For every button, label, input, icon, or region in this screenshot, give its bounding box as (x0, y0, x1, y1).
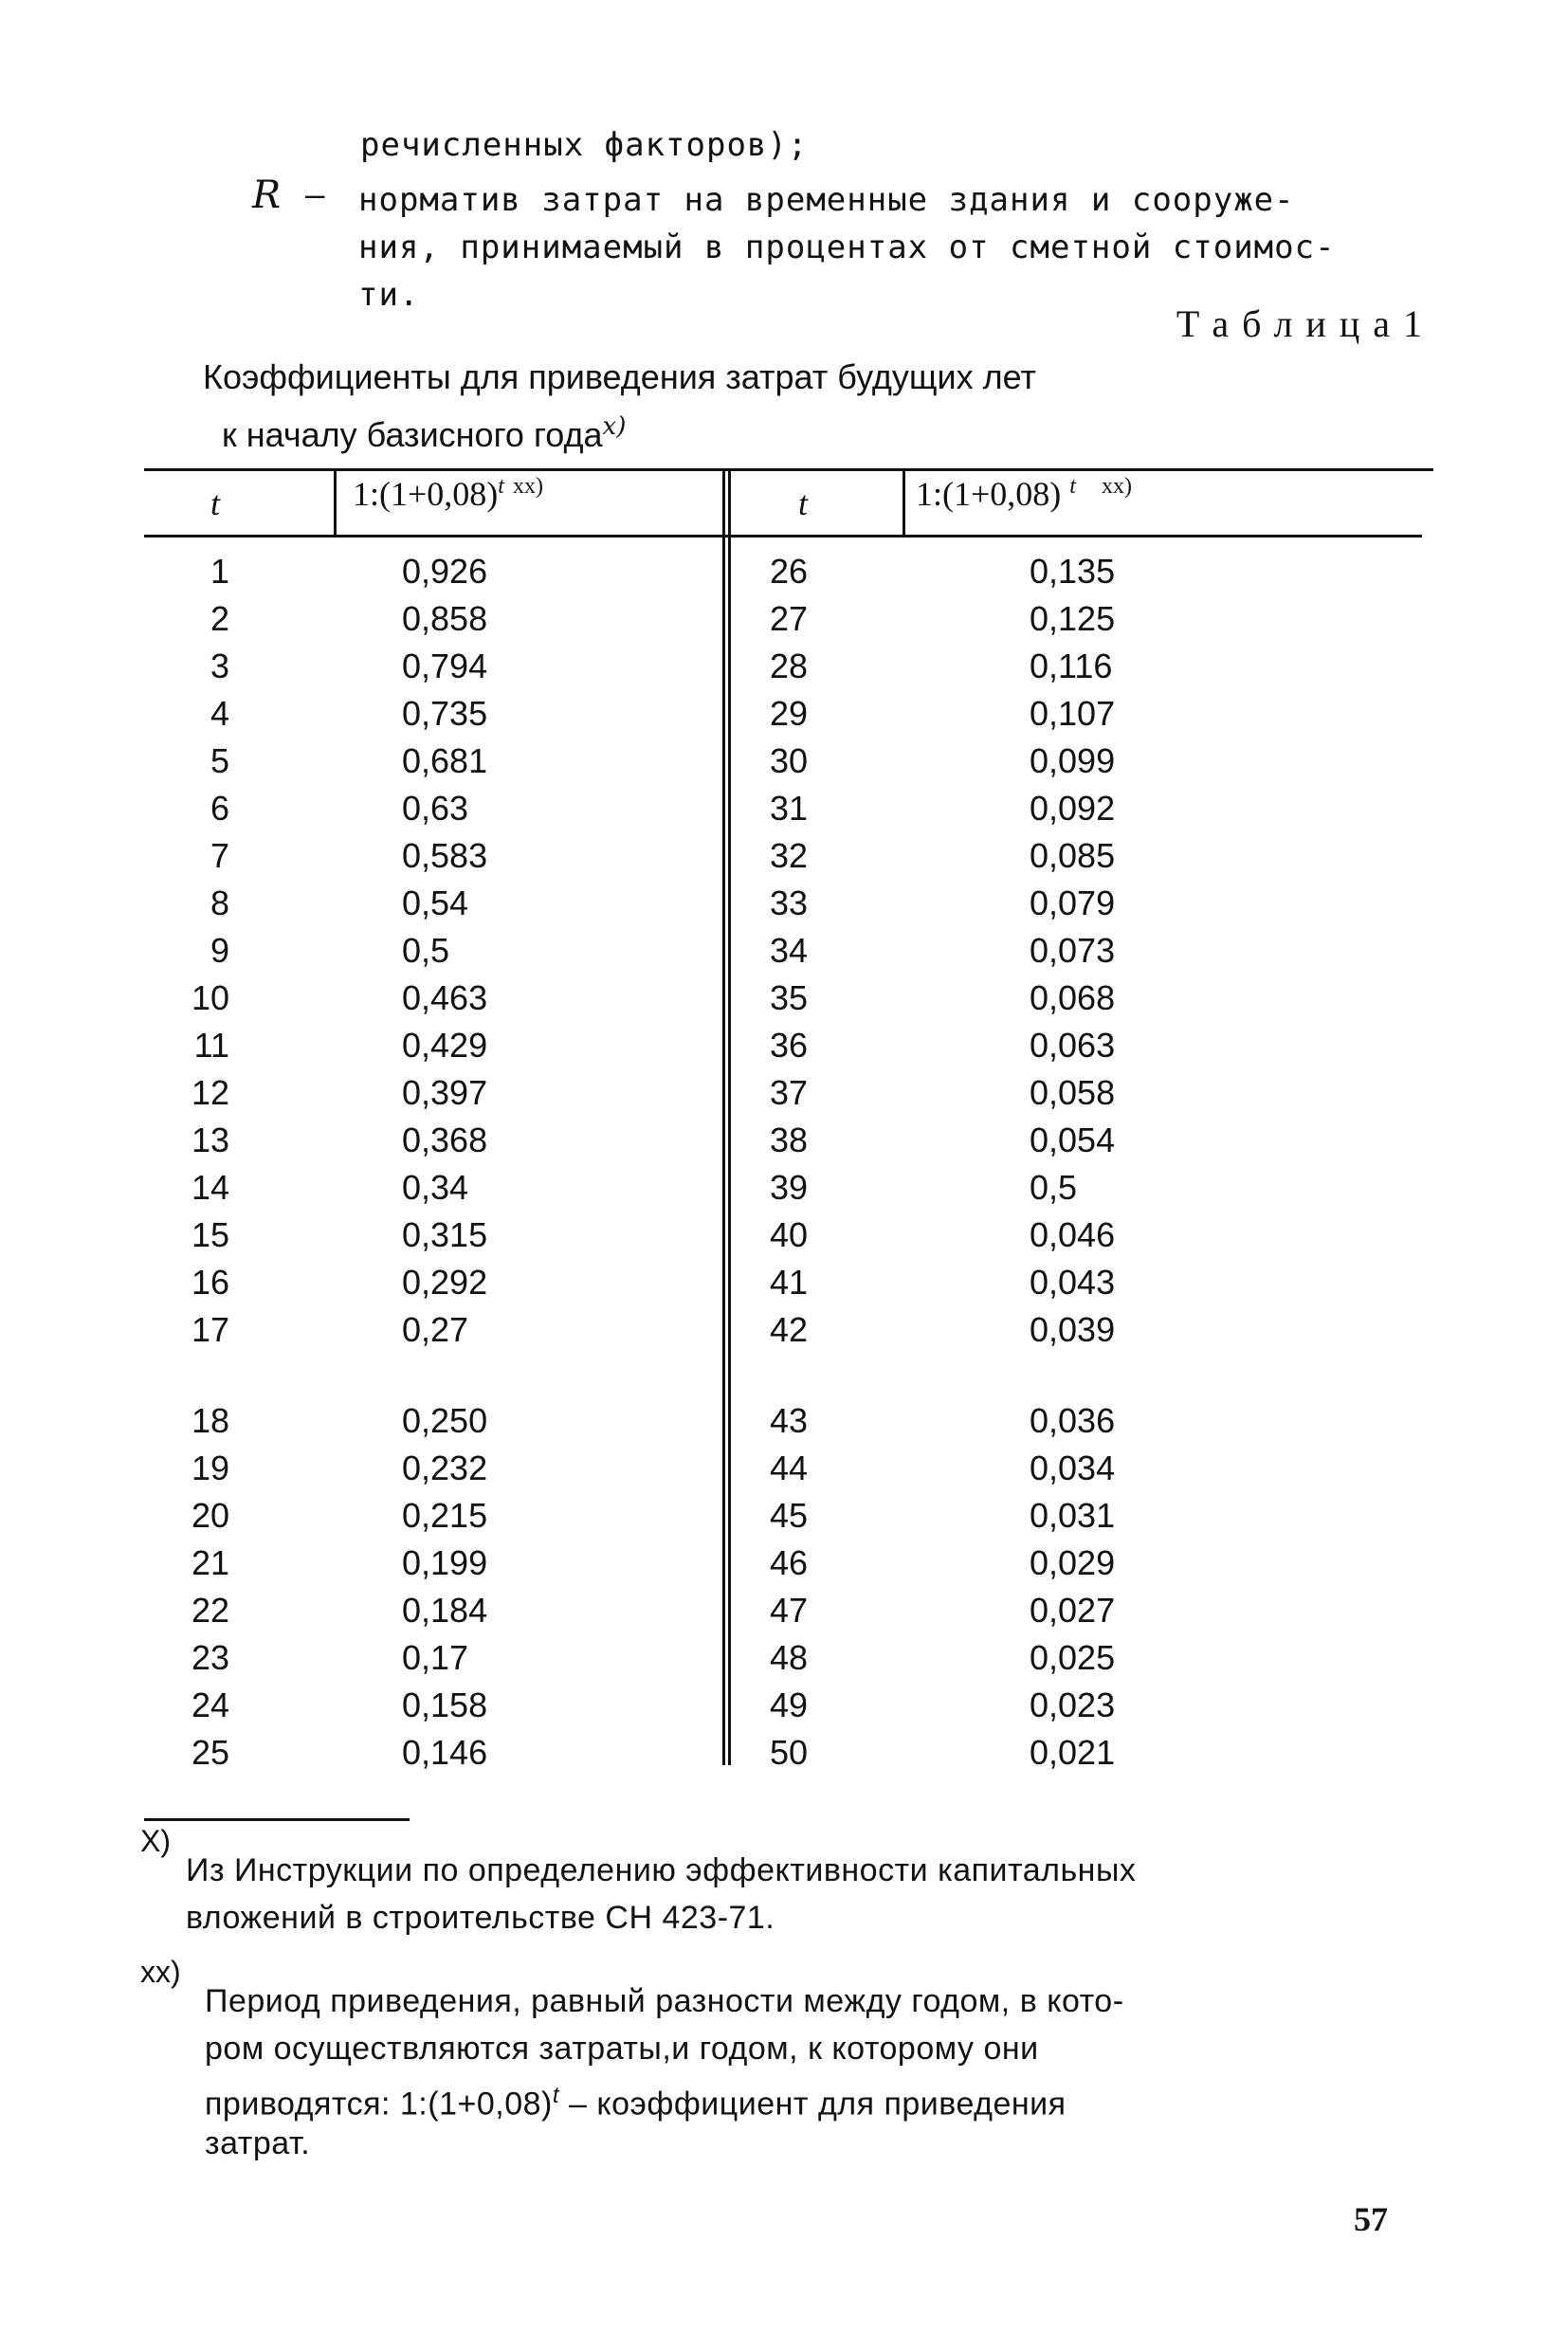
footnote-2-line-2: ром осуществляются затраты,и годом, к которому они (205, 2031, 1039, 2067)
table-cell-left-v: 0,34 (402, 1168, 469, 1207)
table-cell-right-t: 44 (770, 1449, 809, 1487)
table-cell-left-v: 0,292 (402, 1263, 488, 1302)
table-cell-left-v: 0,215 (402, 1496, 488, 1535)
caption-line-2-text: к началу базисного года (222, 415, 603, 454)
page-number: 57 (1354, 2200, 1388, 2238)
header-formula-left (353, 474, 543, 514)
table-cell-right-t: 36 (770, 1026, 809, 1065)
table-cell-right-v: 0,036 (1030, 1401, 1116, 1440)
header-formula-left-exp: t (498, 474, 504, 499)
footnote-1-line-1: Из Инструкции по определению эффективности капитальных (186, 1852, 1137, 1888)
footnote-2-formula-exp: t (552, 2083, 560, 2108)
symbol-r: R (252, 173, 282, 217)
table-cell-right-v: 0,029 (1030, 1543, 1116, 1582)
table-caption-line-2 (203, 402, 1036, 460)
table-cell-right-v: 0,046 (1030, 1215, 1116, 1254)
header-formula-right-note: xx) (1101, 474, 1132, 499)
table-top-rule (144, 468, 1433, 471)
table-cell-right-t: 49 (770, 1686, 809, 1724)
table-cell-right-t: 50 (770, 1733, 809, 1772)
table-cell-left-t: 3 (210, 647, 229, 685)
table-cell-left-t: 23 (191, 1638, 229, 1677)
intro-line-1: речисленных факторов); (360, 126, 809, 164)
table-cell-left-t: 14 (191, 1168, 229, 1207)
table-cell-right-v: 0,034 (1030, 1449, 1116, 1487)
table-cell-right-t: 46 (770, 1543, 809, 1582)
header-formula-right (916, 474, 1132, 514)
table-cell-right-v: 0,116 (1030, 647, 1113, 685)
table-cell-left-v: 0,368 (402, 1121, 488, 1159)
table-cell-right-v: 0,043 (1030, 1263, 1116, 1302)
table-cell-left-v: 0,463 (402, 978, 488, 1017)
table-cell-left-t: 13 (191, 1121, 229, 1159)
footnote-1-line-2: вложений в строительстве СН 423-71. (186, 1900, 775, 1936)
table-cell-right-t: 31 (770, 789, 809, 828)
table-cell-left-t: 5 (210, 741, 229, 780)
table-cell-right-t: 39 (770, 1168, 809, 1207)
table-cell-left-t: 7 (210, 836, 229, 875)
footnote-2-line-3-rest: – коэффициент для приведения (568, 2086, 1067, 2123)
table-cell-left-v: 0,232 (402, 1449, 488, 1487)
table-cell-left-v: 0,681 (402, 741, 488, 780)
table-cell-right-t: 30 (770, 741, 809, 780)
table-center-divider-a (722, 468, 725, 1765)
table-caption (203, 353, 1036, 460)
table-cell-left-v: 0,429 (402, 1026, 488, 1065)
table-cell-left-t: 11 (193, 1026, 229, 1065)
table-cell-right-t: 28 (770, 647, 809, 685)
table-cell-left-t: 1 (210, 552, 229, 591)
table-cell-right-v: 0,135 (1030, 552, 1116, 591)
table-cell-left-v: 0,54 (402, 884, 469, 922)
table-cell-right-t: 32 (770, 836, 809, 875)
intro-line-2: норматив затрат на временные здания и сооруже- (358, 181, 1295, 219)
table-cell-left-v: 0,199 (402, 1543, 488, 1582)
table-caption-line-1: Коэффициенты для приведения затрат будущих лет (203, 357, 1036, 396)
table-cell-right-v: 0,027 (1030, 1591, 1116, 1630)
table-cell-left-v: 0,315 (402, 1215, 488, 1254)
table-cell-right-v: 0,039 (1030, 1310, 1116, 1349)
table-cell-left-t: 10 (191, 978, 229, 1017)
table-cell-left-t: 16 (191, 1263, 229, 1302)
table-cell-right-v: 0,023 (1030, 1686, 1116, 1724)
table-cell-left-t: 15 (191, 1215, 229, 1254)
table-cell-left-t: 4 (210, 694, 229, 733)
table-cell-left-v: 0,735 (402, 694, 488, 733)
header-formula-right-text: 1:(1+0,08) (916, 475, 1062, 513)
table-cell-right-v: 0,5 (1030, 1168, 1078, 1207)
table-cell-right-v: 0,054 (1030, 1121, 1116, 1159)
table-cell-left-t: 18 (191, 1401, 229, 1440)
table-cell-right-v: 0,073 (1030, 931, 1116, 970)
table-cell-left-t: 6 (210, 789, 229, 828)
table-cell-right-v: 0,025 (1030, 1638, 1116, 1677)
header-formula-left-note: xx) (512, 474, 543, 499)
table-cell-left-v: 0,63 (402, 789, 469, 828)
header-t-right: t (798, 484, 809, 522)
table-cell-left-v: 0,5 (402, 931, 450, 970)
header-t-left: t (210, 484, 221, 522)
table-cell-left-v: 0,184 (402, 1591, 488, 1630)
header-divider-right (903, 470, 905, 537)
table-cell-right-t: 41 (770, 1263, 809, 1302)
table-cell-right-v: 0,068 (1030, 978, 1116, 1017)
table-cell-left-t: 25 (191, 1733, 229, 1772)
table-cell-left-t: 24 (191, 1686, 229, 1724)
table-cell-left-v: 0,158 (402, 1686, 488, 1724)
table-cell-right-t: 33 (770, 884, 809, 922)
table-cell-left-v: 0,794 (402, 647, 488, 685)
header-formula-right-exp: t (1069, 474, 1076, 499)
table-cell-left-t: 12 (191, 1073, 229, 1112)
table-cell-right-v: 0,085 (1030, 836, 1116, 875)
table-cell-right-t: 34 (770, 931, 809, 970)
footnote-2-mark: xx) (140, 1955, 181, 1989)
table-cell-right-v: 0,107 (1030, 694, 1116, 733)
table-cell-left-v: 0,27 (402, 1310, 469, 1349)
table-cell-left-t: 17 (191, 1310, 229, 1349)
table-cell-left-t: 2 (210, 599, 229, 638)
intro-line-4: ти. (358, 276, 420, 314)
table-cell-right-t: 47 (770, 1591, 809, 1630)
footnote-2-formula: приводятся: 1:(1+0,08) (205, 2086, 553, 2123)
table-cell-left-t: 22 (191, 1591, 229, 1630)
table-cell-right-v: 0,058 (1030, 1073, 1116, 1112)
table-cell-right-t: 27 (770, 599, 809, 638)
table-cell-right-t: 35 (770, 978, 809, 1017)
header-formula-left-text: 1:(1+0,08) (353, 475, 499, 513)
caption-footnote-mark: x) (602, 412, 627, 441)
table-cell-left-t: 20 (191, 1496, 229, 1535)
table-cell-left-t: 21 (191, 1543, 229, 1582)
table-cell-right-t: 48 (770, 1638, 809, 1677)
table-cell-right-t: 42 (770, 1310, 809, 1349)
table-cell-right-v: 0,063 (1030, 1026, 1116, 1065)
table-cell-right-t: 40 (770, 1215, 809, 1254)
footnote-1-mark: X) (140, 1824, 171, 1858)
footnote-2-line-1: Период приведения, равный разности между годом, в кото- (205, 1983, 1124, 2019)
table-cell-right-v: 0,031 (1030, 1496, 1116, 1535)
table-cell-right-v: 0,099 (1030, 741, 1116, 780)
table-cell-right-v: 0,021 (1030, 1733, 1116, 1772)
table-cell-right-t: 26 (770, 552, 809, 591)
table-cell-left-v: 0,858 (402, 599, 488, 638)
footnote-rule (144, 1818, 410, 1821)
header-divider-left (334, 470, 337, 537)
symbol-dash: – (305, 176, 325, 214)
table-cell-right-t: 38 (770, 1121, 809, 1159)
table-label: Таблица1 (1176, 302, 1435, 345)
table-cell-left-v: 0,17 (402, 1638, 469, 1677)
table-cell-left-t: 19 (191, 1449, 229, 1487)
table-cell-right-t: 43 (770, 1401, 809, 1440)
table-cell-right-v: 0,092 (1030, 789, 1116, 828)
footnote-2-line-4: затрат. (205, 2125, 311, 2161)
table-cell-left-t: 9 (210, 931, 229, 970)
footnote-2-line-3 (205, 2072, 1067, 2127)
table-cell-left-v: 0,397 (402, 1073, 488, 1112)
table-cell-left-t: 8 (210, 884, 229, 922)
table-cell-left-v: 0,583 (402, 836, 488, 875)
table-cell-left-v: 0,250 (402, 1401, 488, 1440)
table-cell-right-t: 29 (770, 694, 809, 733)
table-cell-right-t: 45 (770, 1496, 809, 1535)
table-cell-right-v: 0,079 (1030, 884, 1116, 922)
table-center-divider-b (728, 468, 731, 1765)
table-cell-right-t: 37 (770, 1073, 809, 1112)
table-cell-right-v: 0,125 (1030, 599, 1116, 638)
intro-line-3: ния, принимаемый в процентах от сметной стоимос- (358, 228, 1336, 266)
table-cell-left-v: 0,926 (402, 552, 488, 591)
table-cell-left-v: 0,146 (402, 1733, 488, 1772)
